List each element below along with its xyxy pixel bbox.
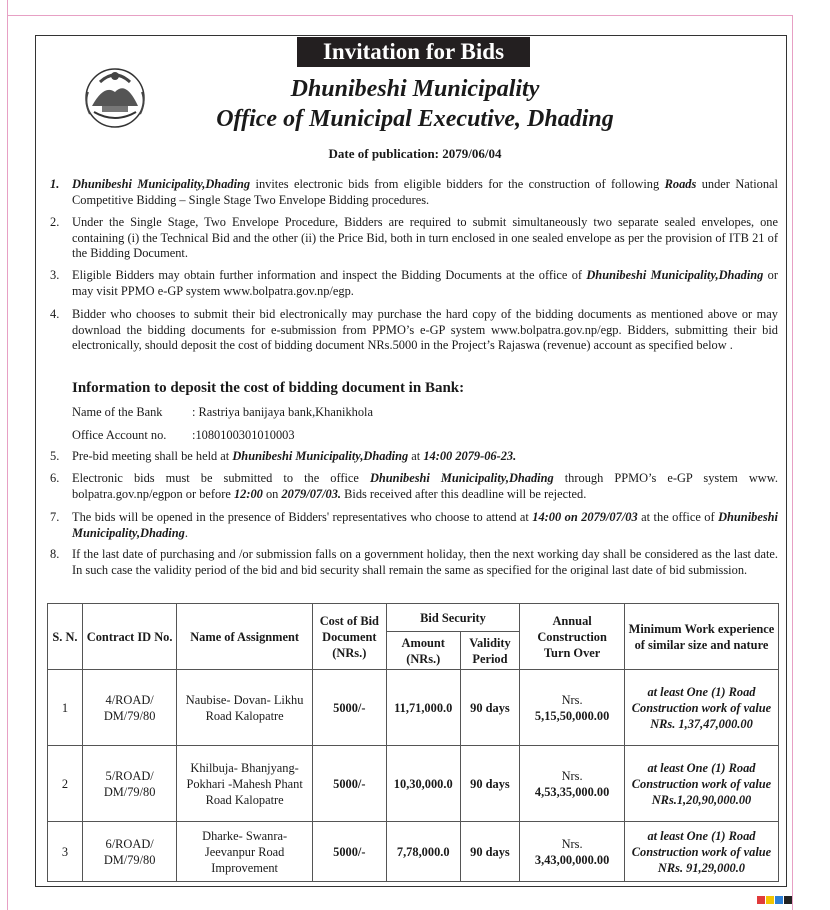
org-name: Dhunibeshi Municipality	[290, 76, 540, 102]
print-color-swatch	[775, 896, 783, 904]
print-color-swatch	[757, 896, 765, 904]
table-row: 2 5/ROAD/ DM/79/80 Khilbuja- Bhanjyang- Pokhari -Mahesh Phant Road Kalopatre 5000/- 10,30,000.0 90 days Nrs. 4,53,35,000.00 at least One (1) Road Construction work of value NRs.1,20,90,000.00	[48, 746, 779, 822]
print-color-swatch	[766, 896, 774, 904]
table-row: 1 4/ROAD/ DM/79/80 Naubise- Dovan- Likhu Road Kalopatre 5000/- 11,71,000.0 90 days Nrs. 5,15,50,000.00 at least One (1) Road Construction work of value NRs. 1,37,47,000.00	[48, 670, 779, 746]
col-sn: S. N.	[48, 604, 83, 670]
clause-5: 5. Pre-bid meeting shall be held at Dhunibeshi Municipality,Dhading at 14:00 2079-06-23.	[50, 449, 517, 463]
bid-table	[47, 603, 779, 882]
bank-info-heading: Information to deposit the cost of bidding document in Bank:	[72, 380, 465, 396]
notice-banner: Invitation for Bids	[297, 37, 530, 67]
col-amount: Amount (NRs.)	[386, 632, 460, 670]
table-row: 3 6/ROAD/ DM/79/80 Dharke- Swanra- Jeevanpur Road Improvement 5000/- 7,78,000.0 90 days Nrs. 3,43,00,000.00 at least One (1) Road Construction work of value NRs. 91,29,000.0	[48, 822, 779, 882]
clause-7: 7. The bids will be opened in the presence of Bidders' representatives who choose to attend at 14:00 on 2079/07/03 at the office of Dhunibeshi Municipality,Dhading.	[50, 510, 778, 540]
print-color-swatch	[784, 896, 792, 904]
account-row: Office Account no. :1080100301010003	[72, 428, 295, 442]
col-cost: Cost of Bid Document (NRs.)	[312, 604, 386, 670]
clause-8: 8. If the last date of purchasing and /or submission falls on a government holiday, then the next working day shall be considered as the last date. In such case the validity period of the bid and bid security shall remain the same as specified for the original last date of bid submission.	[50, 547, 778, 577]
clause-6: 6. Electronic bids must be submitted to the office Dhunibeshi Municipality,Dhading through PPMO’s e-GP system www. bolpatra.gov.np/egpon or before 12:00 on 2079/07/03. Bids received after this deadline will be rejected.	[50, 471, 778, 501]
clause-2: 2. Under the Single Stage, Two Envelope Procedure, Bidders are required to submit simultaneously two separate sealed envelopes, one containing (i) the Technical Bid and the other (ii) the Price Bid, both in turn enclosed in one sealed envelope as per the provision of ITB 21 of the Bidding Document.	[50, 215, 778, 261]
col-validity: Validity Period	[460, 632, 520, 670]
col-experience: Minimum Work experience of similar size and nature	[624, 604, 778, 670]
col-turnover: Annual Construction Turn Over	[520, 604, 625, 670]
col-contract-id: Contract ID No.	[82, 604, 176, 670]
col-bid-security: Bid Security	[386, 604, 519, 632]
clause-4: 4. Bidder who chooses to submit their bid electronically may purchase the hard copy of the bidding documents as mentioned above or may download the bidding documents for e-submission from PPMO’s e-GP system www.bolpatra.gov.np/egp. Bidders, submitting their bid electronically, should deposit the cost of bidding document NRs.5000 in the Project’s Rajaswa (revenue) account as specified below .	[50, 307, 778, 353]
margin-guide-top	[7, 15, 793, 16]
bank-name-row: Name of the Bank : Rastriya banijaya bank,Khanikhola	[72, 405, 373, 419]
publication-date: Date of publication: 2079/06/04	[328, 146, 502, 161]
office-name: Office of Municipal Executive, Dhading	[216, 106, 614, 132]
clause-1: 1. Dhunibeshi Municipality,Dhading invites electronic bids from eligible bidders for the construction of following Roads under National Competitive Bidding – Single Stage Two Envelope Bidding procedures.	[50, 177, 778, 207]
clause-3: 3. Eligible Bidders may obtain further information and inspect the Bidding Documents at the office of Dhunibeshi Municipality,Dhading or may visit PPMO e-GP system www.bolpatra.gov.np/egp.	[50, 268, 778, 298]
col-assignment: Name of Assignment	[177, 604, 313, 670]
margin-guide-left	[7, 0, 8, 910]
